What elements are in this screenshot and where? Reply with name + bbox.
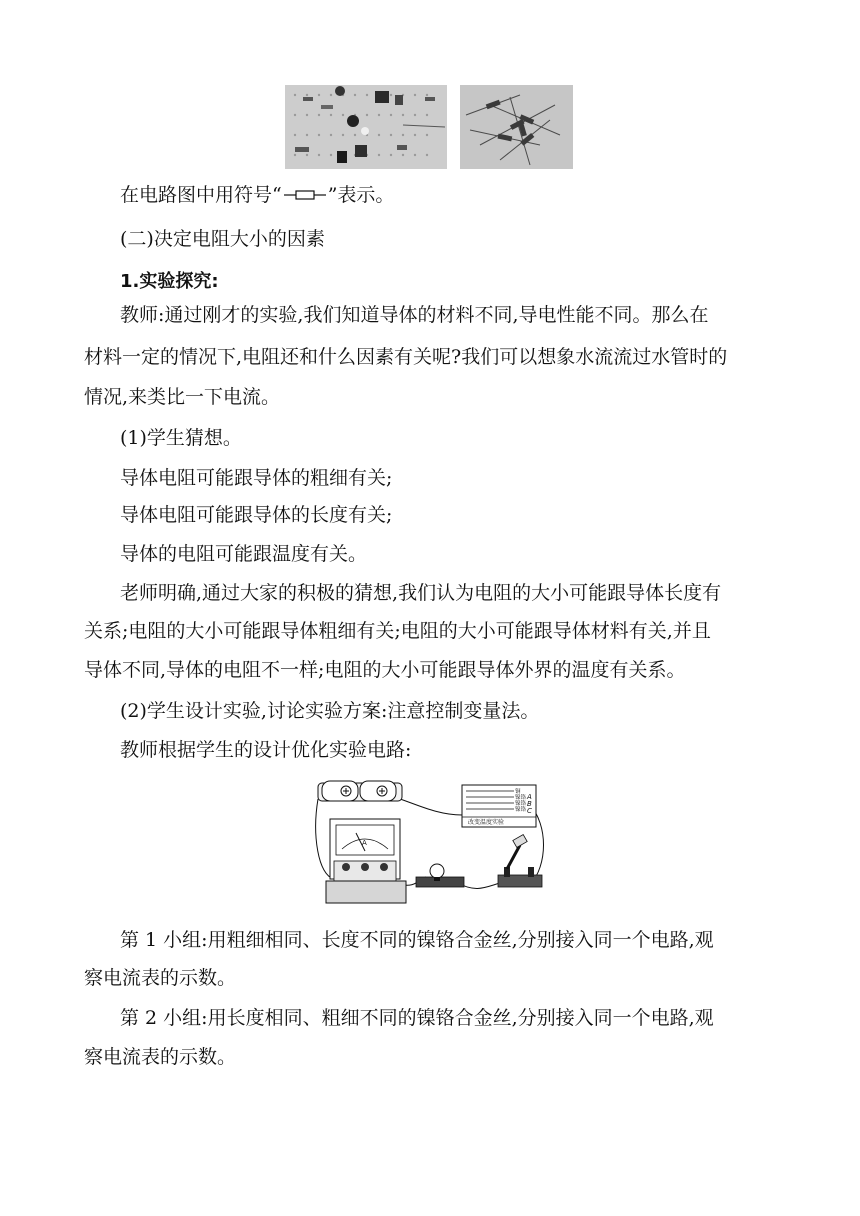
- resistor-symbol-icon: [282, 178, 328, 214]
- design-title: (2)学生设计实验,讨论实验方案:注意控制变量法。: [120, 700, 540, 722]
- board-label: 镍铬: [515, 801, 527, 807]
- board-label: 镍铬: [515, 795, 527, 801]
- svg-text:A: A: [362, 839, 367, 847]
- subsection-title: 1.实验探究:: [120, 271, 219, 292]
- board-label: 镍铬: [515, 807, 527, 813]
- summary-line-1: 老师明确,通过大家的积极的猜想,我们认为电阻的大小可能跟导体长度有: [120, 582, 722, 604]
- resistor-photos: [285, 85, 573, 169]
- circuit-board-photo: [285, 85, 447, 169]
- board-letter: C: [527, 807, 532, 815]
- circuit-intro: 教师根据学生的设计优化实验电路:: [120, 739, 412, 761]
- symbol-line-after: ”表示。: [327, 184, 395, 206]
- knife-switch: [498, 835, 542, 887]
- summary-line-2: 关系;电阻的大小可能跟导体粗细有关;电阻的大小可能跟导体材料有关,并且: [84, 620, 711, 642]
- symbol-line: [120, 177, 820, 214]
- teacher-line-3: 情况,来类比一下电流。: [84, 386, 281, 408]
- guess-item: 导体电阻可能跟导体的长度有关;: [120, 504, 393, 526]
- board-letter: B: [527, 800, 532, 808]
- section-title: (二)决定电阻大小的因素: [120, 228, 325, 250]
- resistors-photo: [460, 85, 573, 169]
- group1-line-2: 察电流表的示数。: [84, 967, 237, 989]
- group2-line-2: 察电流表的示数。: [84, 1046, 237, 1068]
- guess-item: 导体电阻可能跟导体的粗细有关;: [120, 467, 393, 489]
- board-letter: A: [527, 793, 532, 801]
- summary-line-3: 导体不同,导体的电阻不一样;电阻的大小可能跟导体外界的温度有关系。: [84, 659, 686, 681]
- light-bulb: [416, 864, 464, 887]
- experiment-circuit-figure: [308, 775, 560, 909]
- teacher-line-1: 教师:通过刚才的实验,我们知道导体的材料不同,导电性能不同。那么在: [120, 304, 709, 326]
- guess-item: 导体的电阻可能跟温度有关。: [120, 543, 368, 565]
- teacher-line-2: 材料一定的情况下,电阻还和什么因素有关呢?我们可以想象水流流过水管时的: [84, 346, 728, 368]
- board-caption: 改变温度实验: [468, 819, 505, 826]
- ammeter: [326, 819, 406, 903]
- group2-line-1: 第 2 小组:用长度相同、粗细不同的镍铬合金丝,分别接入同一个电路,观: [120, 1007, 714, 1029]
- wire-sample-board: [462, 785, 536, 827]
- symbol-line-before: 在电路图中用符号“: [120, 184, 282, 206]
- guess-title: (1)学生猜想。: [120, 427, 242, 449]
- group1-line-1: 第 1 小组:用粗细相同、长度不同的镍铬合金丝,分别接入同一个电路,观: [120, 929, 714, 951]
- board-label: 铜: [515, 789, 521, 795]
- battery-pack: [318, 781, 402, 801]
